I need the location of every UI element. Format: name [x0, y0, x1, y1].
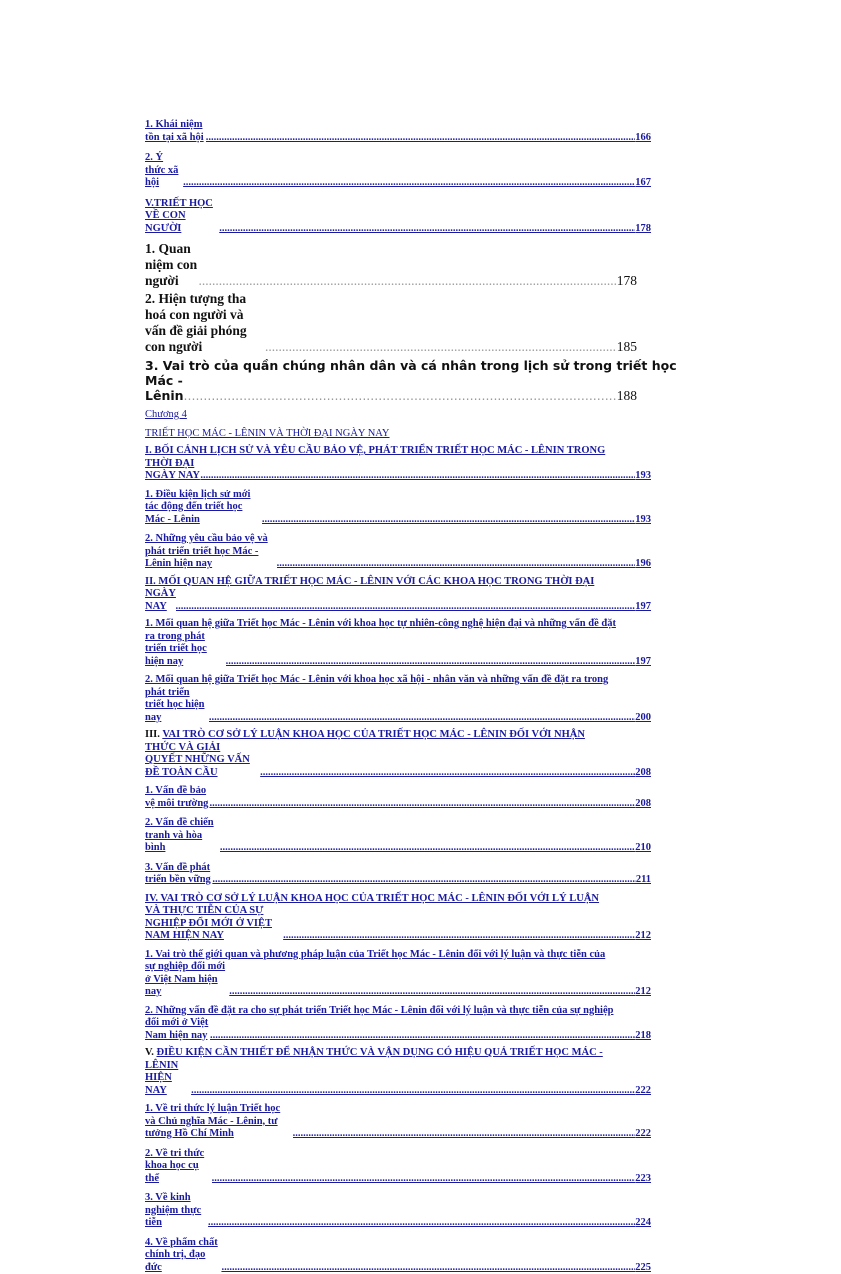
toc-leader-dots: [283, 930, 635, 943]
toc-entry-text: 4. Về phẩm chất chính trị, đạo đức: [145, 1237, 221, 1274]
toc-page-number: 211: [636, 874, 697, 887]
toc-entry-pham-chat-chinh-tri[interactable]: [145, 1237, 697, 1274]
toc-entry-khai-niem-ton-tai-xa-hoi[interactable]: [145, 119, 697, 144]
toc-page-number: 218: [635, 1030, 697, 1043]
toc-page-number: 197: [635, 656, 697, 669]
toc-entry-text: 1. Quan niệm con người: [145, 241, 199, 289]
section-number: V.: [145, 1047, 156, 1058]
toc-entry-vai-tro-the-gioi-quan[interactable]: [145, 949, 697, 999]
toc-leader-dots: [229, 986, 635, 999]
toc-page-number: 212: [635, 930, 697, 943]
toc-leader-dots: [191, 1085, 635, 1098]
toc-entry-text-line2: NGÀY NAY: [145, 588, 176, 613]
toc-entry-text: 1. Vấn đề bảo vệ môi trường: [145, 785, 209, 810]
toc-page-number: 212: [635, 986, 697, 999]
toc-entry-text-line1: I. BỐI CẢNH LỊCH SỬ VÀ YÊU CẦU BẢO VỆ, PHÁT TRIỂN TRIẾT HỌC MÁC - LÊNIN TRONG: [145, 445, 697, 458]
toc-entry-text-line1: VAI TRÒ CƠ SỞ LÝ LUẬN KHOA HỌC CỦA TRIẾT HỌC MÁC - LÊNIN ĐỐI VỚI NHẬN: [162, 729, 585, 740]
toc-page-number: 167: [635, 177, 697, 190]
toc-entry-kinh-nghiem-thuc-tien[interactable]: [145, 1192, 697, 1230]
toc-entry-text: 2. Những yêu cầu bảo vệ và phát triển triết học Mác - Lênin hiện nay: [145, 533, 277, 571]
toc-entry-text-line1: 1. Vai trò thế giới quan và phương pháp luận của Triết học Mác - Lênin đối với lý luận và thực tiễn của: [145, 949, 697, 962]
toc-entry-text-line2: THỨC VÀ GIẢI QUYẾT NHỮNG VẤN ĐỀ TOÀN CẦU: [145, 742, 260, 780]
toc-entry-text: 2. Vấn đề chiến tranh và hòa bình: [145, 817, 220, 855]
toc-leader-dots: [184, 388, 617, 403]
toc-page-number: 193: [635, 470, 697, 483]
toc-entry-nhung-yeu-cau[interactable]: [145, 533, 697, 571]
toc-entry-text-line1: ĐIỀU KIỆN CẦN THIẾT ĐỂ NHẬN THỨC VÀ VẬN DỤNG CÓ HIỆU QUẢ TRIẾT HỌC MÁC -: [156, 1047, 602, 1058]
toc-page-number: 223: [635, 1173, 697, 1186]
toc-entry-text: 1. Về tri thức lý luận Triết học và Chủ nghĩa Mác - Lênin, tư tưởng Hồ Chí Minh: [145, 1103, 293, 1141]
toc-page-number: 224: [635, 1217, 697, 1230]
toc-page-number: 185: [617, 339, 697, 355]
toc-page-number: 210: [635, 842, 697, 855]
toc-page-number: 222: [635, 1128, 697, 1141]
toc-entry-text-line2: đổi mới ở Việt Nam hiện nay: [145, 1017, 210, 1042]
toc-entry-text: 1. Khái niệm tồn tại xã hội: [145, 119, 206, 144]
toc-leader-dots: [265, 339, 617, 355]
toc-leader-dots: [212, 1173, 636, 1186]
toc-entry-text-line2: Lênin: [145, 388, 184, 403]
toc-leader-dots: [260, 767, 635, 780]
toc-entry-quan-niem-con-nguoi[interactable]: [145, 241, 697, 289]
toc-page-number: 196: [635, 558, 697, 571]
toc-leader-dots: [226, 656, 636, 669]
toc-leader-dots: [220, 842, 635, 855]
toc-page-number: 222: [635, 1085, 697, 1098]
toc-entry-text-line2: phát triển triết học hiện nay: [145, 687, 209, 725]
toc-entry-text-line2: LÊNIN HIỆN NAY: [145, 1060, 191, 1098]
toc-entry-triet-hoc-ve-con-nguoi[interactable]: [145, 198, 697, 236]
toc-leader-dots: [209, 712, 635, 725]
toc-entry-text: 2. Hiện tượng tha hoá con người và vấn đề giải phóng con người: [145, 291, 265, 355]
toc-leader-dots: [200, 470, 635, 483]
toc-entry-bao-ve-moi-truong[interactable]: [145, 785, 697, 810]
toc-entry-text-line2: THỜI ĐẠI NGÀY NAY: [145, 458, 200, 483]
toc-entry-text: 3. Vấn đề phát triển bền vững: [145, 862, 212, 887]
toc-leader-dots: [199, 273, 617, 289]
toc-leader-dots: [176, 601, 636, 614]
toc-leader-dots: [293, 1128, 636, 1141]
toc-entry-section-4[interactable]: [145, 893, 697, 943]
toc-leader-dots: [262, 514, 635, 527]
toc-leader-dots: [208, 1217, 635, 1230]
toc-entry-khoa-hoc-xa-hoi[interactable]: [145, 674, 697, 724]
toc-leader-dots: [221, 1262, 635, 1274]
toc-entry-text-line1: 2. Những vấn đề đặt ra cho sự phát triển Triết học Mác - Lênin đối với lý luận và thực tiễn của sự nghiệp: [145, 1005, 697, 1018]
toc-page-number: 178: [617, 273, 697, 289]
toc-leader-dots: [212, 874, 635, 887]
toc-page-number: 225: [635, 1262, 697, 1274]
toc-page-number: 208: [635, 798, 697, 811]
toc-entry-text-line1: 3. Vai trò của quần chúng nhân dân và cá nhân trong lịch sử trong triết học Mác -: [145, 358, 697, 388]
toc-entry-text: 3. Về kinh nghiệm thực tiễn: [145, 1192, 208, 1230]
toc-leader-dots: [206, 132, 636, 145]
toc-entry-hien-tuong-tha-hoa[interactable]: [145, 291, 697, 355]
toc-entry-text: 1. Điều kiện lịch sử mới tác động đến triết học Mác - Lênin: [145, 489, 262, 527]
toc-leader-dots: [277, 558, 636, 571]
toc-entry-text-line2: sự nghiệp đổi mới ở Việt Nam hiện nay: [145, 961, 229, 999]
toc-entry-tri-thuc-ly-luan[interactable]: [145, 1103, 697, 1141]
toc-entry-text-line1: 2. Mối quan hệ giữa Triết học Mác - Lênin với khoa học xã hội - nhân văn và những vấn đề đặt ra trong: [145, 674, 697, 687]
toc-entry-nhung-van-de-dat-ra[interactable]: [145, 1005, 697, 1043]
toc-leader-dots: [219, 223, 635, 236]
toc-entry-text: V.TRIẾT HỌC VỀ CON NGƯỜI: [145, 198, 219, 236]
toc-page-number: 188: [617, 388, 697, 403]
toc-leader-dots: [209, 798, 635, 811]
toc-entry-text-line2: VÀ THỰC TIỄN CỦA SỰ NGHIỆP ĐỔI MỚI Ở VIỆT NAM HIỆN NAY: [145, 905, 283, 943]
toc-entry-text-line1: II. MỐI QUAN HỆ GIỮA TRIẾT HỌC MÁC - LÊNIN VỚI CÁC KHOA HỌC TRONG THỜI ĐẠI: [145, 576, 697, 589]
toc-entry-khoa-hoc-tu-nhien[interactable]: [145, 618, 697, 668]
toc-entry-text-line1: 1. Mối quan hệ giữa Triết học Mác - Lênin với khoa học tự nhiên-công nghệ hiện đại và những vấn đề đặt: [145, 618, 697, 631]
section-number: III.: [145, 729, 162, 740]
toc-page-number: 166: [635, 132, 697, 145]
toc-leader-dots: [210, 1030, 635, 1043]
toc-entry-text-line2: ra trong phát triển triết học hiện nay: [145, 631, 226, 669]
toc-entry-section-2[interactable]: [145, 576, 697, 614]
table-of-contents: [145, 112, 697, 1274]
toc-entry-section-5[interactable]: [145, 1047, 697, 1097]
toc-leader-dots: [183, 177, 635, 190]
toc-entry-vai-tro-quan-chung[interactable]: [145, 358, 697, 403]
toc-page-number: 197: [635, 601, 697, 614]
toc-entry-text-line1: IV. VAI TRÒ CƠ SỞ LÝ LUẬN KHOA HỌC CỦA TRIẾT HỌC MÁC - LÊNIN ĐỐI VỚI LÝ LUẬN: [145, 893, 697, 906]
toc-entry-dieu-kien-lich-su[interactable]: [145, 489, 697, 527]
toc-entry-phat-trien-ben-vung[interactable]: [145, 862, 697, 887]
toc-entry-text: 2. Ý thức xã hội: [145, 152, 183, 190]
chapter-title[interactable]: TRIẾT HỌC MÁC - LÊNIN VÀ THỜI ĐẠI NGÀY NAY: [145, 427, 697, 440]
toc-page-number: 193: [635, 514, 697, 527]
toc-page-number: 178: [635, 223, 697, 236]
toc-entry-section-3[interactable]: [145, 729, 697, 779]
toc-page-number: 200: [635, 712, 697, 725]
toc-entry-tri-thuc-khoa-hoc[interactable]: [145, 1148, 697, 1186]
toc-entry-section-1[interactable]: [145, 445, 697, 483]
toc-page-number: 208: [635, 767, 697, 780]
toc-entry-chien-tranh-hoa-binh[interactable]: [145, 817, 697, 855]
toc-entry-text: 2. Về tri thức khoa học cụ thể: [145, 1148, 212, 1186]
toc-entry-y-thuc-xa-hoi[interactable]: [145, 152, 697, 190]
chapter-label[interactable]: Chương 4: [145, 408, 697, 421]
